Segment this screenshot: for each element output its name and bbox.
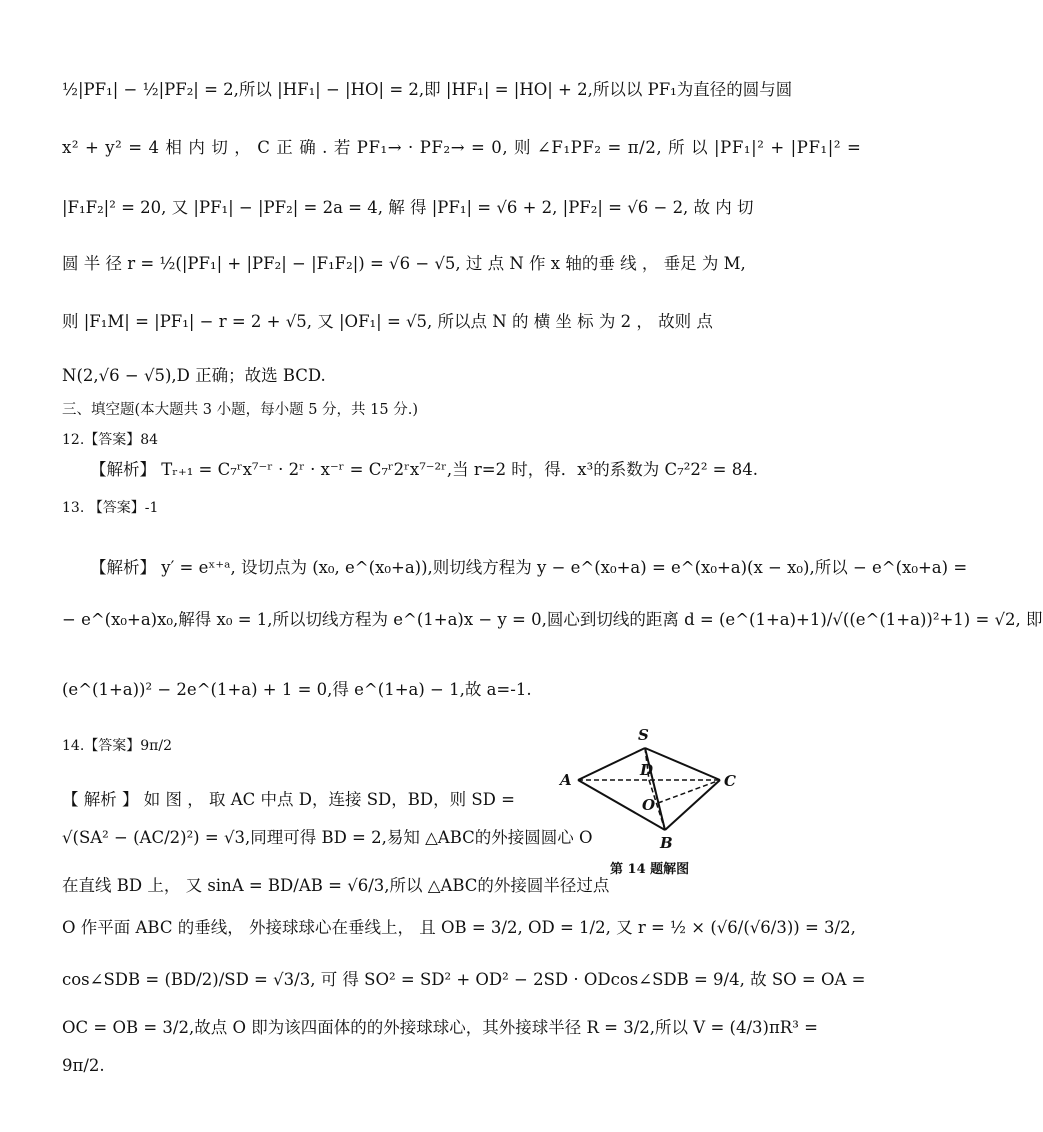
tetrahedron-figure	[560, 718, 800, 868]
analysis-12: 【解析】 Tᵣ₊₁ = C₇ʳx⁷⁻ʳ · 2ʳ · x⁻ʳ = C₇ʳ2ʳx⁷⁻²ʳ,当 r=2 时，得．x³的系数为 C₇²2² = 84.	[90, 460, 758, 479]
label-c: C	[724, 772, 736, 790]
text-line-5: 则 |F₁M| = |PF₁| − r = 2 + √5, 又 |OF₁| = √5, 所以点 N 的 横 坐 标 为 2 ， 故则 点	[62, 312, 713, 331]
analysis-14-line-6: OC = OB = 3/2,故点 O 即为该四面体的的外接球球心，其外接球半径 R = 3/2,所以 V = (4/3)πR³ =	[62, 1018, 818, 1037]
edge-cb	[665, 780, 720, 830]
figure-caption: 第 14 题解图	[610, 862, 690, 877]
label-d: D	[640, 761, 654, 779]
analysis-14-line-7: 9π/2.	[62, 1056, 105, 1075]
analysis-14-line-1: 【 解析 】 如 图 ， 取 AC 中点 D，连接 SD，BD，则 SD =	[62, 790, 515, 809]
segment-oc	[658, 780, 720, 803]
analysis-13-line-1: 【解析】 y′ = eˣ⁺ᵃ, 设切点为 (x₀, e^(x₀+a)),则切线方程为 y − e^(x₀+a) = e^(x₀+a)(x − x₀),所以 − e^(x₀+a) =	[90, 558, 968, 577]
analysis-14-line-2: √(SA² − (AC/2)²) = √3,同理可得 BD = 2,易知 △ABC的外接圆圆心 O	[62, 828, 593, 847]
text-line-6: N(2,√6 − √5),D 正确；故选 BCD.	[62, 366, 326, 385]
analysis-14-line-3: 在直线 BD 上， 又 sinA = BD/AB = √6/3,所以 △ABC的外接圆半径过点	[62, 876, 610, 895]
text-line-1: ½|PF₁| − ½|PF₂| = 2,所以 |HF₁| − |HO| = 2,即 |HF₁| = |HO| + 2,所以以 PF₁为直径的圆与圆	[62, 80, 793, 99]
analysis-13-line-3: (e^(1+a))² − 2e^(1+a) + 1 = 0,得 e^(1+a) − 1,故 a=-1.	[62, 680, 532, 699]
analysis-14-line-5: cos∠SDB = (BD/2)/SD = √3/3, 可 得 SO² = SD² + OD² − 2SD · ODcos∠SDB = 9/4, 故 SO = OA =	[62, 970, 866, 989]
label-a: A	[560, 771, 572, 789]
analysis-14-line-4: O 作平面 ABC 的垂线， 外接球球心在垂线上， 且 OB = 3/2, OD = 1/2, 又 r = ½ × (√6/(√6/3)) = 3/2,	[62, 918, 856, 937]
analysis-13-line-2: − e^(x₀+a)x₀,解得 x₀ = 1,所以切线方程为 e^(1+a)x − y = 0,圆心到切线的距离 d = (e^(1+a)+1)/√((e^(1+a))²+1) = √2, 即	[62, 610, 1043, 629]
edge-sa	[578, 748, 645, 780]
label-b: B	[660, 834, 673, 852]
edge-sc	[645, 748, 720, 780]
answer-13: 13. 【答案】-1	[62, 500, 159, 516]
section-heading: 三、填空题(本大题共 3 小题，每小题 5 分，共 15 分.)	[62, 402, 418, 418]
text-line-4: 圆 半 径 r = ½(|PF₁| + |PF₂| − |F₁F₂|) = √6 − √5, 过 点 N 作 x 轴的垂 线 ， 垂足 为 M,	[62, 254, 746, 273]
text-line-3: |F₁F₂|² = 20, 又 |PF₁| − |PF₂| = 2a = 4, 解 得 |PF₁| = √6 + 2, |PF₂| = √6 − 2, 故 内 切	[62, 198, 754, 217]
label-s: S	[638, 726, 649, 744]
label-o: O	[642, 796, 656, 814]
text-line-2: x² + y² = 4 相 内 切 ， C 正 确 . 若 PF₁→ · PF₂→ = 0, 则 ∠F₁PF₂ = π/2, 所 以 |PF₁|² + |PF₁|² =	[62, 138, 862, 157]
answer-14: 14.【答案】9π/2	[62, 738, 172, 754]
answer-12: 12.【答案】84	[62, 432, 159, 448]
